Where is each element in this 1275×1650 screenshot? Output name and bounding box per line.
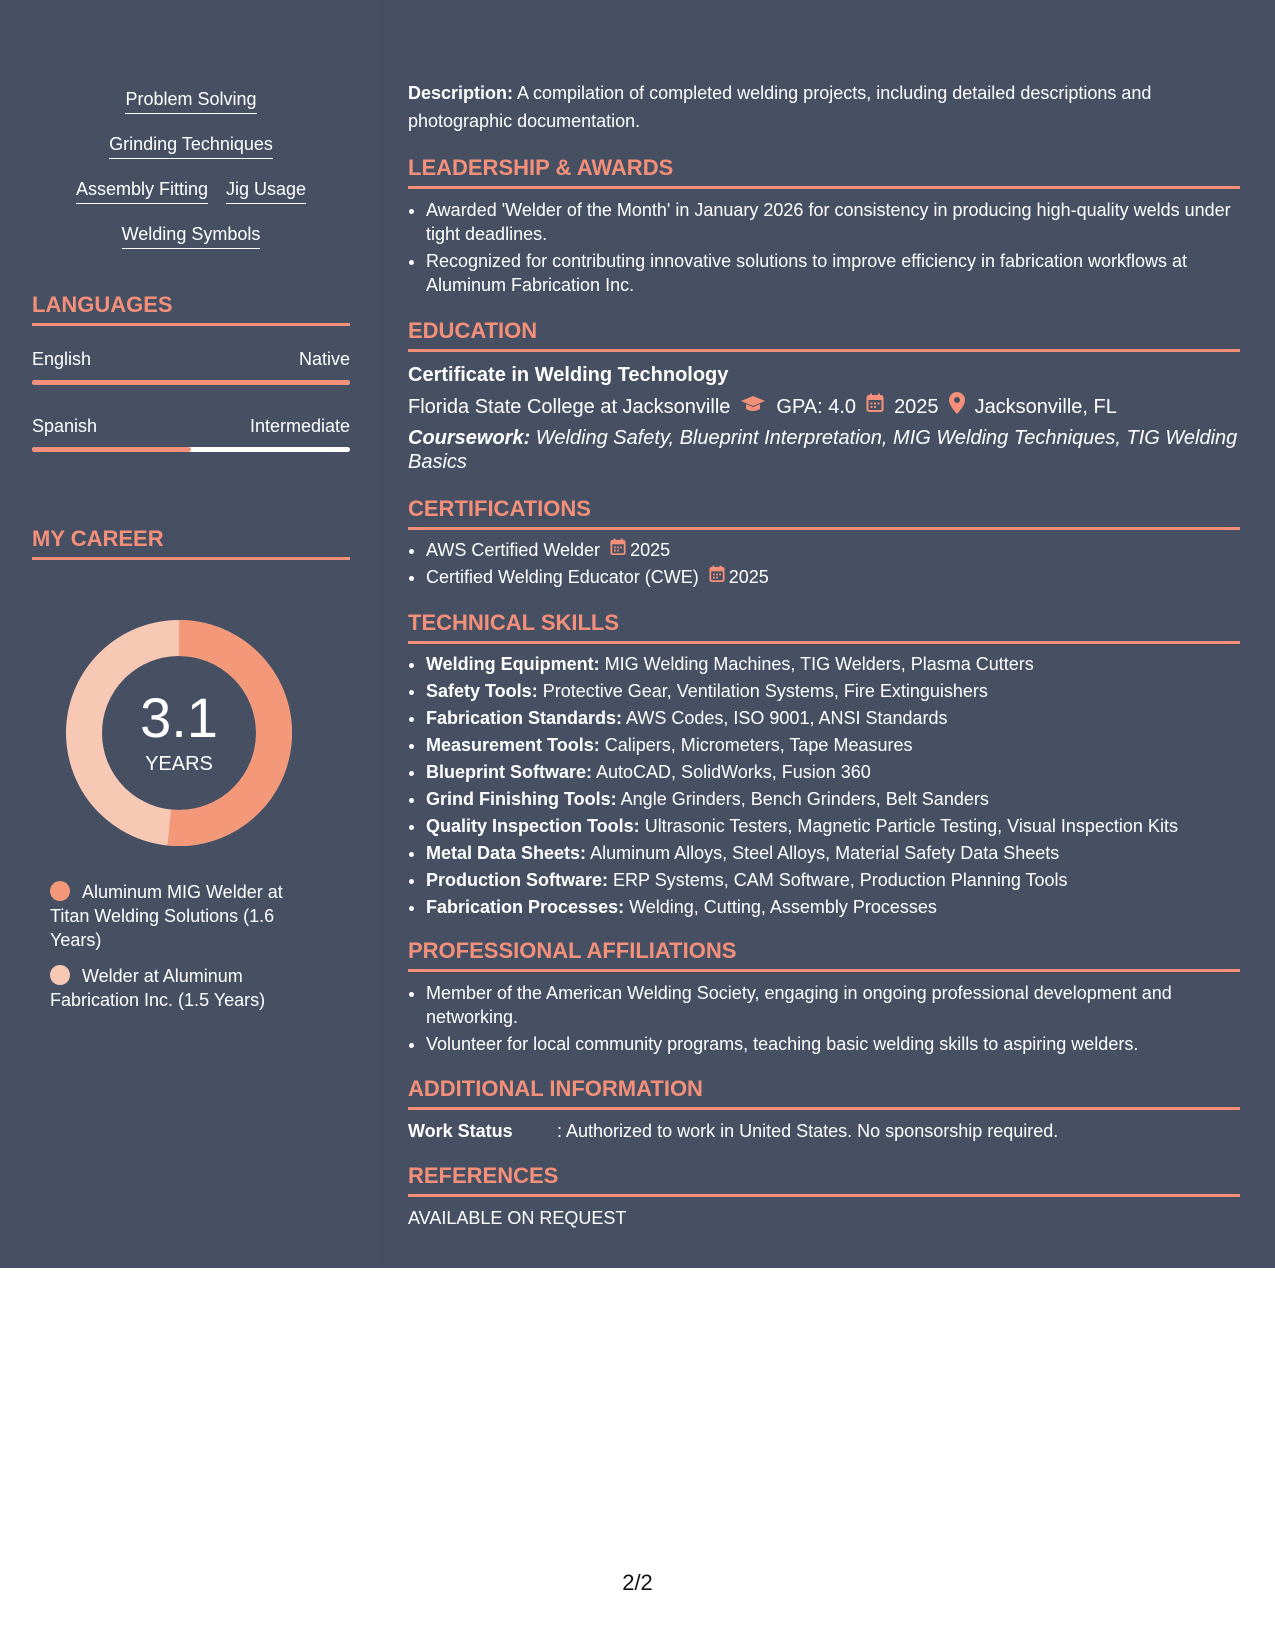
skill-label: Fabrication Processes: — [426, 897, 625, 917]
language-level: Intermediate — [249, 416, 350, 436]
description-label: Description: — [408, 83, 514, 103]
certification-year: 2025 — [630, 540, 671, 560]
skill-value: Ultrasonic Testers, Magnetic Particle Testing, Visual Inspection Kits — [639, 816, 1178, 836]
section-title: MY CAREER — [32, 526, 350, 560]
leadership-section — [408, 155, 1240, 297]
skill-tag: Problem Solving — [125, 88, 256, 114]
list-item — [426, 679, 1240, 704]
list-item — [426, 538, 1240, 563]
calendar-icon — [610, 538, 626, 563]
affiliations-section — [408, 938, 1240, 1056]
technical-skills-section — [408, 610, 1240, 920]
skill-row — [32, 223, 350, 249]
list-item — [426, 814, 1240, 839]
skill-row — [32, 88, 350, 114]
skill-label: Metal Data Sheets: — [426, 843, 587, 863]
skill-row — [32, 133, 350, 159]
language-item — [32, 415, 350, 452]
references-text: AVAILABLE ON REQUEST — [408, 1208, 627, 1228]
calendar-icon — [866, 393, 884, 421]
location-pin-icon — [949, 392, 965, 422]
coursework-label: Coursework: — [408, 427, 531, 449]
certification-year: 2025 — [728, 567, 769, 587]
degree-title: Certificate in Welding Technology — [408, 364, 729, 386]
legend-dot — [50, 965, 70, 985]
column-divider — [382, 0, 383, 1268]
list-item — [426, 706, 1240, 731]
work-status-label: Work Status — [408, 1121, 513, 1141]
skill-row — [32, 178, 350, 204]
additional-info-section — [408, 1076, 1240, 1143]
skill-value: Angle Grinders, Bench Grinders, Belt Sanders — [616, 789, 989, 809]
left-column — [32, 0, 350, 560]
legend-label: Aluminum MIG Welder at Titan Welding Solutions (1.6 Years) — [50, 882, 283, 950]
language-name: Spanish — [32, 416, 98, 436]
career-donut-chart — [66, 620, 292, 846]
language-bar — [32, 447, 350, 452]
skill-tag: Assembly Fitting — [76, 178, 208, 204]
skill-tags — [32, 88, 350, 249]
legend-item — [50, 880, 320, 952]
language-bar-fill — [32, 447, 191, 452]
list-item — [426, 895, 1240, 920]
legend-dot — [50, 881, 70, 901]
languages-section — [32, 292, 350, 452]
gpa: GPA: 4.0 — [776, 396, 857, 418]
skill-label: Safety Tools: — [426, 681, 538, 701]
skill-label: Fabrication Standards: — [426, 708, 623, 728]
list-item: • Volunteer for local community programs, teaching basic welding skills to aspiring welders. — [426, 1032, 1240, 1056]
career-total-years: 3.1 — [140, 686, 218, 749]
references-section — [408, 1163, 1240, 1230]
skill-label: Blueprint Software: — [426, 762, 593, 782]
list-item — [426, 787, 1240, 812]
list-item: • Awarded 'Welder of the Month' in January 2026 for consistency in producing high-quality welds under tight deadlines. — [426, 198, 1240, 246]
work-status-row — [408, 1119, 1240, 1143]
school-name: Florida State College at Jacksonville — [408, 396, 731, 418]
certifications-section — [408, 496, 1240, 590]
skill-value: Welding, Cutting, Assembly Processes — [624, 897, 937, 917]
calendar-icon — [709, 565, 725, 590]
list-item — [426, 733, 1240, 758]
certification-name: • AWS Certified Welder — [426, 540, 601, 560]
certifications-list — [408, 538, 1240, 590]
school-location: Jacksonville, FL — [974, 396, 1117, 418]
skill-tag: Jig Usage — [226, 178, 306, 204]
language-level: Native — [298, 349, 350, 369]
language-bar-fill — [32, 380, 350, 385]
skill-tag: Grinding Techniques — [109, 133, 273, 159]
section-title: REFERENCES — [408, 1163, 1240, 1197]
affiliations-list — [408, 981, 1240, 1056]
coursework — [408, 426, 1240, 474]
list-item: • Member of the American Welding Society, engaging in ongoing professional development and networking. — [426, 981, 1240, 1029]
project-description — [408, 79, 1240, 135]
language-bar — [32, 380, 350, 385]
skill-value: Aluminum Alloys, Steel Alloys, Material Safety Data Sheets — [586, 843, 1060, 863]
work-status-value: : Authorized to work in United States. No sponsorship required. — [557, 1121, 1059, 1141]
language-name: English — [32, 349, 92, 369]
skill-value: AutoCAD, SolidWorks, Fusion 360 — [592, 762, 871, 782]
right-column — [408, 0, 1240, 1230]
legend-item — [50, 964, 320, 1012]
section-title: PROFESSIONAL AFFILIATIONS — [408, 938, 1240, 972]
skill-value: Protective Gear, Ventilation Systems, Fire Extinguishers — [537, 681, 988, 701]
language-item — [32, 348, 350, 385]
education-details — [408, 392, 1240, 422]
list-item: • Recognized for contributing innovative solutions to improve efficiency in fabrication workflows at Aluminum Fabrication Inc. — [426, 249, 1240, 297]
career-legend — [50, 880, 320, 1024]
leadership-list — [408, 198, 1240, 297]
skill-label: Measurement Tools: — [426, 735, 600, 755]
skill-value: AWS Codes, ISO 9001, ANSI Standards — [622, 708, 948, 728]
career-total-unit: YEARS — [145, 753, 213, 775]
skill-value: MIG Welding Machines, TIG Welders, Plasma Cutters — [599, 654, 1034, 674]
skill-label: Welding Equipment: — [426, 654, 600, 674]
graduation-cap-icon — [740, 393, 766, 421]
skill-value: Calipers, Micrometers, Tape Measures — [599, 735, 913, 755]
skill-label: Quality Inspection Tools: — [426, 816, 640, 836]
section-title: CERTIFICATIONS — [408, 496, 1240, 530]
section-title: LANGUAGES — [32, 292, 350, 326]
skill-label: Grind Finishing Tools: — [426, 789, 617, 809]
list-item — [426, 841, 1240, 866]
description-text: A compilation of completed welding projects, including detailed descriptions and photographic documentation. — [408, 83, 1152, 131]
list-item — [426, 868, 1240, 893]
list-item — [426, 565, 1240, 590]
section-title: TECHNICAL SKILLS — [408, 610, 1240, 644]
technical-skills-list — [408, 652, 1240, 920]
list-item — [426, 760, 1240, 785]
coursework-text: Welding Safety, Blueprint Interpretation, MIG Welding Techniques, TIG Welding Basics — [408, 427, 1238, 473]
education-section — [408, 318, 1240, 474]
graduation-year: 2025 — [894, 396, 939, 418]
list-item — [426, 652, 1240, 677]
career-section — [32, 526, 350, 560]
legend-label: Welder at Aluminum Fabrication Inc. (1.5 Years) — [50, 966, 266, 1010]
section-title: LEADERSHIP & AWARDS — [408, 155, 1240, 189]
skill-tag: Welding Symbols — [122, 223, 261, 249]
skill-label: Production Software: — [426, 870, 609, 890]
page-number: 2/2 — [622, 1570, 653, 1595]
skill-value: ERP Systems, CAM Software, Production Planning Tools — [608, 870, 1068, 890]
section-title: ADDITIONAL INFORMATION — [408, 1076, 1240, 1110]
certification-name: • Certified Welding Educator (CWE) — [426, 567, 699, 587]
section-title: EDUCATION — [408, 318, 1240, 352]
